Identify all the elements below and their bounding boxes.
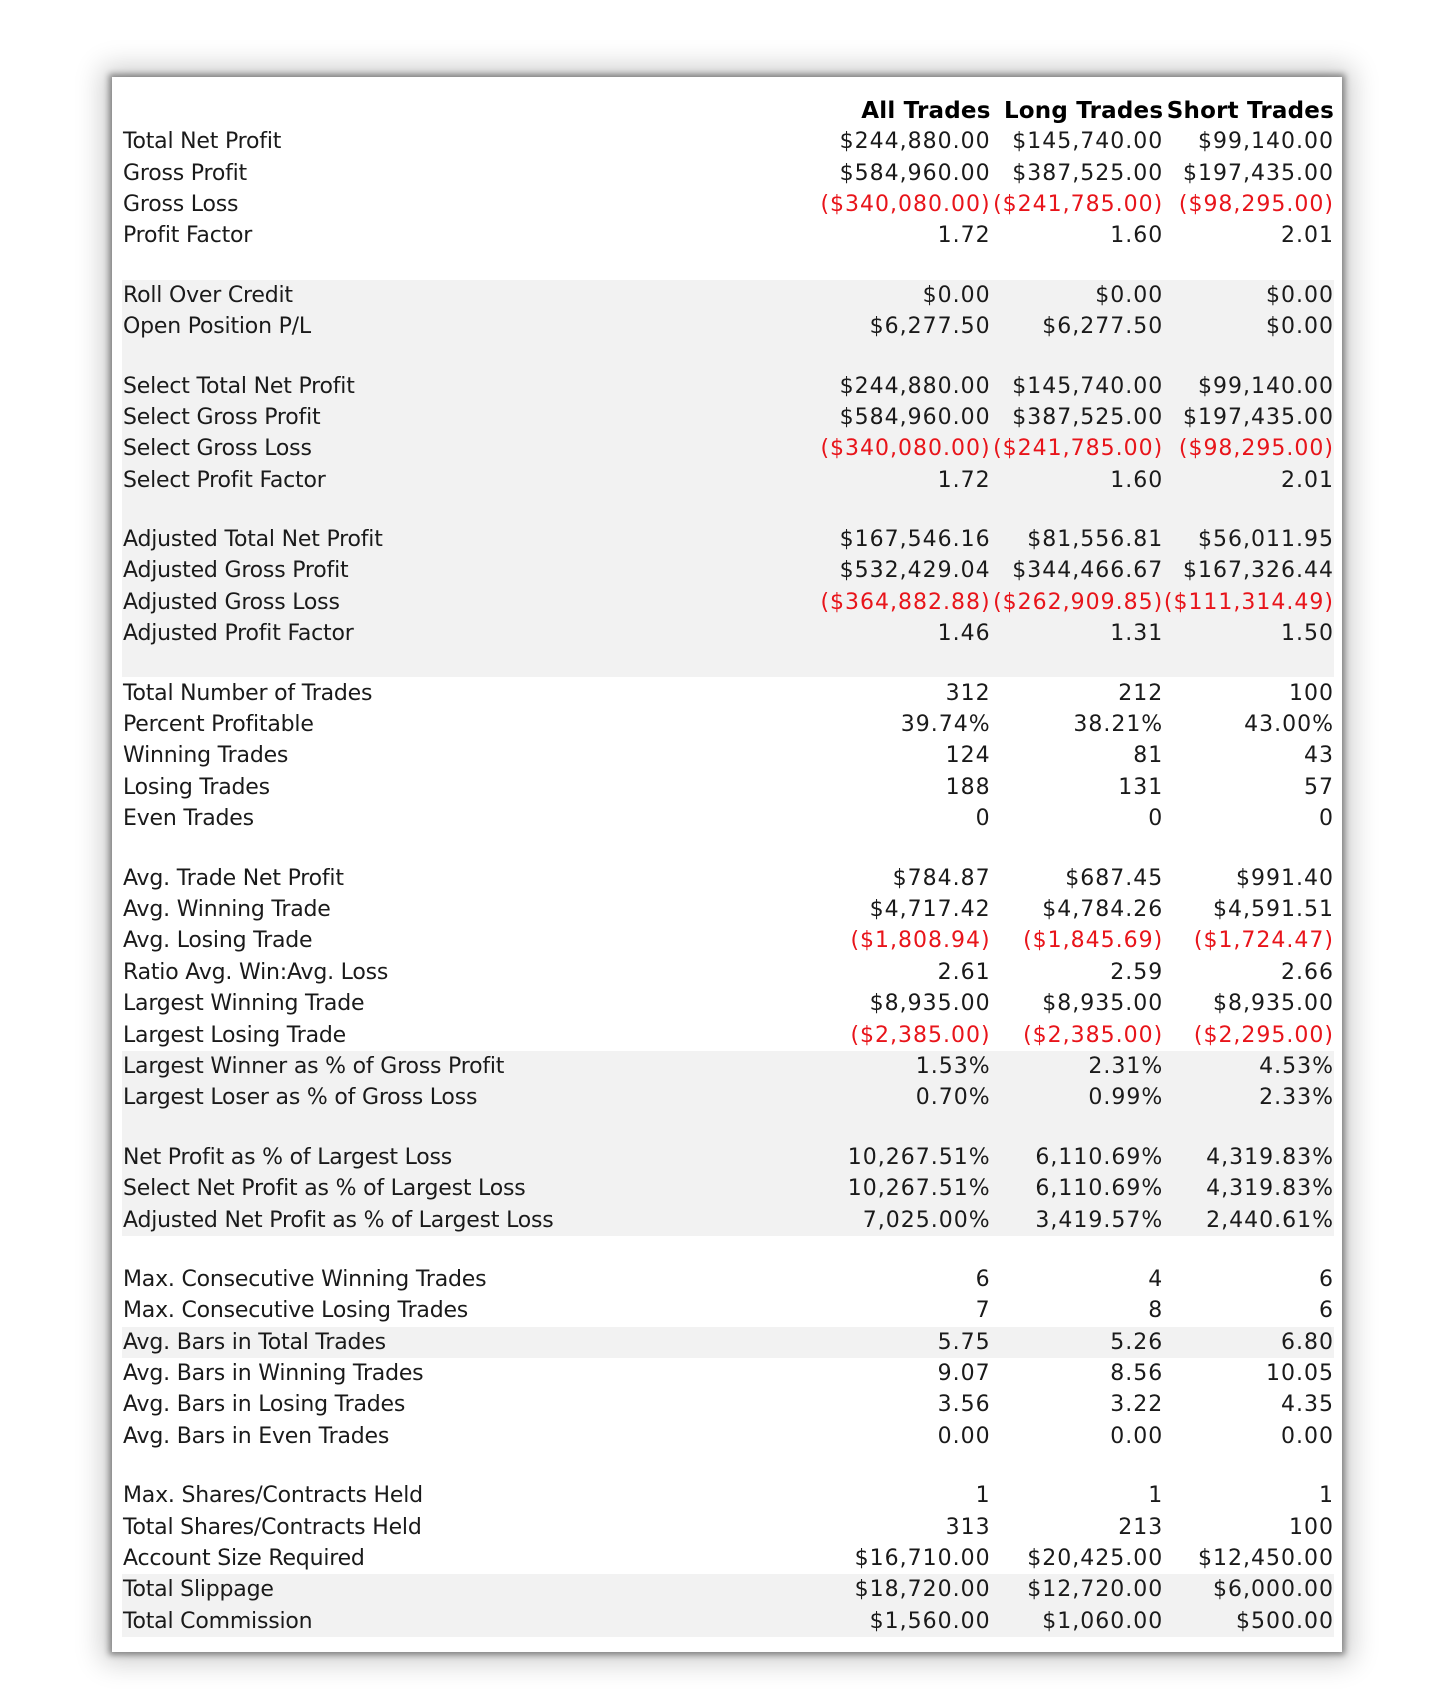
- performance-summary: [122, 95, 1334, 1637]
- value-all-trades: 3.56: [937, 1392, 991, 1418]
- value-short-trades: ($98,295.00): [1178, 436, 1334, 462]
- stat-row: [122, 311, 1334, 342]
- value-short-trades: 2.01: [1281, 223, 1334, 249]
- value-long-trades: 8: [1148, 1298, 1164, 1324]
- value-all-trades: $18,720.00: [854, 1577, 991, 1603]
- section-spacer: [122, 834, 1334, 862]
- section-spacer: [122, 496, 1334, 524]
- stat-row: [122, 1204, 1334, 1235]
- value-all-trades: $16,710.00: [854, 1546, 991, 1572]
- stat-row: [122, 555, 1334, 586]
- stat-label: Avg. Winning Trade: [123, 897, 331, 922]
- value-long-trades: 3.22: [1110, 1392, 1164, 1418]
- stat-row: [122, 1082, 1334, 1113]
- stat-label: Select Gross Profit: [123, 404, 321, 430]
- stat-row: [122, 1051, 1334, 1082]
- value-all-trades: $167,546.16: [839, 527, 991, 553]
- stat-row: [122, 677, 1334, 708]
- stat-label: Open Position P/L: [123, 314, 311, 340]
- value-short-trades: $56,011.95: [1198, 527, 1334, 553]
- value-long-trades: $387,525.00: [1012, 404, 1164, 430]
- stat-label: Avg. Bars in Losing Trades: [123, 1392, 406, 1418]
- value-all-trades: 124: [945, 743, 991, 769]
- stat-label: Avg. Bars in Total Trades: [123, 1329, 386, 1355]
- stat-row: [122, 862, 1334, 893]
- stat-label: Gross Loss: [123, 191, 239, 217]
- value-short-trades: 0.00: [1281, 1423, 1334, 1449]
- value-short-trades: $197,435.00: [1183, 404, 1334, 430]
- value-all-trades: $584,960.00: [839, 404, 991, 430]
- value-all-trades: 10,267.51%: [847, 1144, 991, 1170]
- value-all-trades: 313: [945, 1514, 991, 1540]
- value-all-trades: $584,960.00: [839, 160, 991, 186]
- value-long-trades: $81,556.81: [1027, 527, 1164, 553]
- stat-label: Ratio Avg. Win:Avg. Loss: [123, 959, 389, 985]
- value-short-trades: 1.50: [1281, 621, 1334, 647]
- value-long-trades: 213: [1118, 1514, 1164, 1540]
- value-all-trades: $4,717.42: [869, 897, 991, 922]
- stat-row: [122, 465, 1334, 496]
- stat-label: Adjusted Gross Profit: [123, 558, 349, 584]
- stat-row: [122, 709, 1334, 740]
- value-long-trades: $687.45: [1065, 865, 1164, 891]
- value-all-trades: $0.00: [922, 282, 991, 308]
- value-all-trades: 1.72: [937, 467, 991, 493]
- value-short-trades: 2.33%: [1259, 1085, 1334, 1111]
- stat-label: Total Net Profit: [123, 129, 282, 155]
- value-long-trades: 1.60: [1110, 223, 1164, 249]
- value-all-trades: 7,025.00%: [862, 1207, 991, 1233]
- section-spacer: [122, 1236, 1334, 1264]
- stats-rows: [122, 126, 1334, 1637]
- value-short-trades: $991.40: [1236, 865, 1334, 891]
- stat-row: [122, 1295, 1334, 1326]
- section-spacer: [122, 342, 1334, 370]
- stat-row: [122, 157, 1334, 188]
- stat-label: Adjusted Profit Factor: [123, 621, 354, 647]
- stat-label: Max. Consecutive Winning Trades: [123, 1266, 487, 1292]
- stat-row: [122, 988, 1334, 1019]
- value-long-trades: 6,110.69%: [1035, 1176, 1164, 1202]
- value-all-trades: 312: [945, 680, 991, 706]
- value-short-trades: $12,450.00: [1198, 1546, 1334, 1572]
- value-all-trades: 0.70%: [915, 1085, 991, 1111]
- value-short-trades: 1: [1319, 1483, 1334, 1509]
- stat-row: [122, 803, 1334, 834]
- stat-label: Account Size Required: [123, 1546, 365, 1572]
- stat-label: Avg. Losing Trade: [123, 928, 313, 954]
- stat-label: Adjusted Total Net Profit: [123, 527, 383, 553]
- value-short-trades: 4.53%: [1259, 1053, 1334, 1079]
- stat-row: [122, 1264, 1334, 1295]
- value-short-trades: ($2,295.00): [1193, 1022, 1334, 1048]
- stat-label: Select Profit Factor: [123, 467, 326, 493]
- stat-row: [122, 1358, 1334, 1389]
- value-short-trades: 2,440.61%: [1206, 1207, 1334, 1233]
- stat-label: Percent Profitable: [123, 712, 314, 738]
- value-all-trades: 9.07: [937, 1361, 991, 1387]
- value-short-trades: 100: [1289, 1514, 1334, 1540]
- stat-row: [122, 1142, 1334, 1173]
- stat-label: Total Slippage: [123, 1577, 274, 1603]
- stat-label: Max. Shares/Contracts Held: [123, 1483, 423, 1509]
- stat-row: [122, 1173, 1334, 1204]
- stat-label: Avg. Bars in Even Trades: [123, 1423, 390, 1449]
- stat-row: [122, 1480, 1334, 1511]
- stat-row: [122, 587, 1334, 618]
- value-long-trades: 38.21%: [1073, 712, 1164, 738]
- value-short-trades: $4,591.51: [1213, 897, 1334, 922]
- stat-row: [122, 618, 1334, 649]
- value-all-trades: 6: [975, 1266, 991, 1292]
- stat-row: [122, 1574, 1334, 1605]
- value-all-trades: 5.75: [937, 1329, 991, 1355]
- value-long-trades: ($241,785.00): [993, 191, 1164, 217]
- stat-row: [122, 126, 1334, 157]
- value-all-trades: 7: [975, 1298, 991, 1324]
- value-short-trades: 43: [1304, 743, 1334, 769]
- stat-row: [122, 1327, 1334, 1358]
- stat-row: [122, 524, 1334, 555]
- value-long-trades: ($262,909.85): [993, 589, 1164, 615]
- stat-label: Adjusted Gross Loss: [123, 589, 340, 615]
- stat-row: [122, 1511, 1334, 1542]
- stat-label: Largest Winner as % of Gross Profit: [123, 1053, 505, 1079]
- value-long-trades: 81: [1133, 743, 1164, 769]
- value-all-trades: $244,880.00: [839, 129, 991, 155]
- stat-row: [122, 925, 1334, 956]
- value-all-trades: ($2,385.00): [850, 1022, 991, 1048]
- stat-row: [122, 1019, 1334, 1050]
- value-all-trades: 2.61: [937, 959, 991, 985]
- value-short-trades: $99,140.00: [1198, 373, 1334, 399]
- value-long-trades: 0.99%: [1088, 1085, 1164, 1111]
- value-short-trades: $0.00: [1266, 282, 1334, 308]
- stat-label: Avg. Trade Net Profit: [123, 865, 344, 891]
- report-card: [112, 77, 1342, 1652]
- value-short-trades: 100: [1289, 680, 1334, 706]
- value-long-trades: ($1,845.69): [1023, 928, 1164, 954]
- section-spacer: [122, 1114, 1334, 1142]
- value-long-trades: $6,277.50: [1042, 314, 1164, 340]
- stat-label: Select Gross Loss: [123, 436, 312, 462]
- column-header-row: [122, 95, 1334, 126]
- value-long-trades: 212: [1118, 680, 1164, 706]
- value-long-trades: ($241,785.00): [993, 436, 1164, 462]
- value-short-trades: $8,935.00: [1213, 991, 1334, 1017]
- value-all-trades: $244,880.00: [839, 373, 991, 399]
- value-long-trades: 0.00: [1110, 1423, 1164, 1449]
- value-short-trades: 6.80: [1281, 1329, 1334, 1355]
- value-short-trades: 2.66: [1281, 959, 1334, 985]
- section-spacer: [122, 649, 1334, 677]
- column-header-short-trades: Short Trades: [1166, 97, 1334, 124]
- stat-label: Even Trades: [123, 806, 254, 832]
- stat-row: [122, 1606, 1334, 1637]
- value-long-trades: $0.00: [1095, 282, 1164, 308]
- value-long-trades: $1,060.00: [1042, 1608, 1164, 1634]
- value-all-trades: ($340,080.00): [820, 191, 991, 217]
- value-all-trades: 1.72: [937, 223, 991, 249]
- stat-label: Select Net Profit as % of Largest Loss: [123, 1176, 526, 1202]
- stat-row: [122, 189, 1334, 220]
- value-short-trades: 10.05: [1266, 1361, 1334, 1387]
- stat-row: [122, 280, 1334, 311]
- stat-label: Gross Profit: [123, 160, 247, 186]
- value-short-trades: $167,326.44: [1183, 558, 1334, 584]
- value-short-trades: ($98,295.00): [1178, 191, 1334, 217]
- value-long-trades: 2.31%: [1088, 1053, 1164, 1079]
- value-all-trades: ($1,808.94): [850, 928, 991, 954]
- value-short-trades: 4,319.83%: [1206, 1144, 1334, 1170]
- value-long-trades: 1: [1148, 1483, 1164, 1509]
- stat-row: [122, 1543, 1334, 1574]
- value-long-trades: 0: [1148, 806, 1164, 832]
- stat-row: [122, 740, 1334, 771]
- column-header-long-trades: Long Trades: [1003, 97, 1164, 124]
- value-all-trades: 1.46: [937, 621, 991, 647]
- value-all-trades: $8,935.00: [869, 991, 991, 1017]
- stat-row: [122, 957, 1334, 988]
- value-all-trades: 0: [975, 806, 991, 832]
- value-all-trades: ($364,882.88): [820, 589, 991, 615]
- value-long-trades: $20,425.00: [1027, 1546, 1164, 1572]
- column-header-all-trades: All Trades: [861, 97, 991, 124]
- value-short-trades: $6,000.00: [1213, 1577, 1334, 1603]
- value-short-trades: 4.35: [1281, 1392, 1334, 1418]
- value-all-trades: 0.00: [937, 1423, 991, 1449]
- value-short-trades: $0.00: [1266, 314, 1334, 340]
- value-long-trades: 4: [1148, 1266, 1164, 1292]
- value-all-trades: $532,429.04: [839, 558, 991, 584]
- stat-label: Largest Loser as % of Gross Loss: [123, 1085, 478, 1111]
- stat-label: Largest Losing Trade: [123, 1022, 347, 1048]
- stat-label: Total Shares/Contracts Held: [123, 1514, 422, 1540]
- value-short-trades: ($1,724.47): [1193, 928, 1334, 954]
- stat-label: Total Commission: [123, 1608, 313, 1634]
- stat-label: Max. Consecutive Losing Trades: [123, 1298, 469, 1324]
- value-short-trades: 6: [1319, 1298, 1334, 1324]
- value-short-trades: 43.00%: [1244, 712, 1334, 738]
- value-short-trades: 57: [1304, 774, 1334, 800]
- stat-label: Roll Over Credit: [123, 282, 293, 308]
- stat-row: [122, 220, 1334, 251]
- value-all-trades: 1: [975, 1483, 991, 1509]
- value-long-trades: 3,419.57%: [1035, 1207, 1164, 1233]
- value-short-trades: $197,435.00: [1183, 160, 1334, 186]
- stat-label: Losing Trades: [123, 774, 270, 800]
- stat-row: [122, 370, 1334, 401]
- section-spacer: [122, 252, 1334, 280]
- stat-row: [122, 1389, 1334, 1420]
- stat-label: Select Total Net Profit: [123, 373, 355, 399]
- value-short-trades: $500.00: [1236, 1608, 1334, 1634]
- value-short-trades: 4,319.83%: [1206, 1176, 1334, 1202]
- value-all-trades: $1,560.00: [869, 1608, 991, 1634]
- value-all-trades: 188: [945, 774, 991, 800]
- stat-label: Net Profit as % of Largest Loss: [123, 1144, 453, 1170]
- value-short-trades: 6: [1319, 1266, 1334, 1292]
- value-long-trades: 131: [1118, 774, 1164, 800]
- stat-label: Adjusted Net Profit as % of Largest Loss: [123, 1207, 554, 1233]
- value-short-trades: ($111,314.49): [1163, 589, 1334, 615]
- value-all-trades: 10,267.51%: [847, 1176, 991, 1202]
- value-long-trades: 2.59: [1110, 959, 1164, 985]
- stat-row: [122, 433, 1334, 464]
- value-short-trades: 2.01: [1281, 467, 1334, 493]
- value-long-trades: 1.31: [1110, 621, 1164, 647]
- stat-label: Winning Trades: [123, 743, 289, 769]
- value-long-trades: 5.26: [1110, 1329, 1164, 1355]
- value-long-trades: $145,740.00: [1012, 373, 1164, 399]
- value-short-trades: 0: [1319, 806, 1334, 832]
- value-long-trades: 8.56: [1110, 1361, 1164, 1387]
- stat-row: [122, 894, 1334, 925]
- stat-row: [122, 772, 1334, 803]
- value-all-trades: 39.74%: [900, 712, 991, 738]
- value-all-trades: $6,277.50: [869, 314, 991, 340]
- value-all-trades: $784.87: [892, 865, 991, 891]
- stat-label: Profit Factor: [123, 223, 253, 249]
- value-long-trades: $4,784.26: [1042, 897, 1164, 922]
- value-long-trades: $12,720.00: [1027, 1577, 1164, 1603]
- value-long-trades: $387,525.00: [1012, 160, 1164, 186]
- section-spacer: [122, 1452, 1334, 1480]
- stat-label: Avg. Bars in Winning Trades: [123, 1361, 424, 1387]
- value-all-trades: ($340,080.00): [820, 436, 991, 462]
- value-long-trades: ($2,385.00): [1023, 1022, 1164, 1048]
- value-long-trades: $8,935.00: [1042, 991, 1164, 1017]
- value-short-trades: $99,140.00: [1198, 129, 1334, 155]
- value-long-trades: $344,466.67: [1012, 558, 1164, 584]
- stat-row: [122, 402, 1334, 433]
- value-long-trades: 1.60: [1110, 467, 1164, 493]
- stat-label: Largest Winning Trade: [123, 991, 365, 1017]
- value-all-trades: 1.53%: [915, 1053, 991, 1079]
- stat-label: Total Number of Trades: [123, 680, 373, 706]
- value-long-trades: 6,110.69%: [1035, 1144, 1164, 1170]
- stat-row: [122, 1421, 1334, 1452]
- value-long-trades: $145,740.00: [1012, 129, 1164, 155]
